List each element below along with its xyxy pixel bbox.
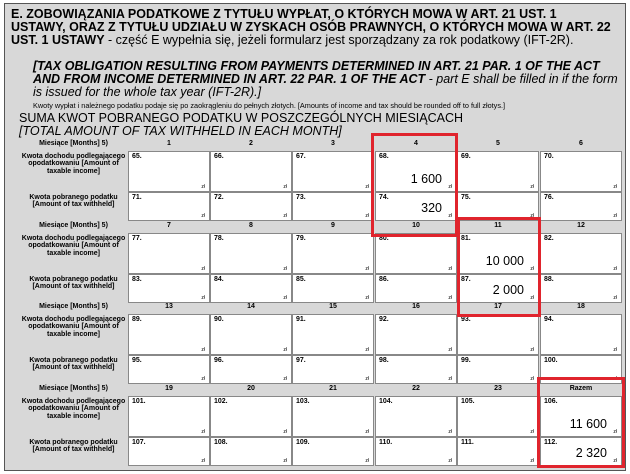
currency-label: zł: [530, 347, 534, 353]
currency-label: zł: [283, 458, 287, 464]
currency-label: zł: [448, 458, 452, 464]
income-field[interactable]: [457, 396, 539, 437]
income-field[interactable]: [375, 396, 457, 437]
income-field[interactable]: [210, 233, 292, 274]
month-header: 12: [540, 222, 622, 232]
currency-label: zł: [201, 213, 205, 219]
income-field[interactable]: [210, 314, 292, 355]
field-number: 99.: [461, 357, 471, 364]
field-number: 93.: [461, 316, 471, 323]
sum-heading-pl: SUMA KWOT POBRANEGO PODATKU W POSZCZEGÓLNYCH MIESIĄCACH: [19, 111, 464, 125]
field-number: 66.: [214, 153, 224, 160]
income-field[interactable]: [292, 314, 374, 355]
highlight-box: [537, 377, 625, 468]
income-label: Kwota dochodu podlegającego opodatkowaniu [Amount of taxable income]: [19, 233, 128, 273]
month-header: 1: [128, 140, 210, 150]
tax-label: Kwota pobranego podatku [Amount of tax withheld]: [19, 355, 128, 383]
currency-label: zł: [448, 184, 452, 190]
income-field[interactable]: [375, 233, 457, 274]
field-value: 11 600: [569, 417, 607, 431]
tax-field[interactable]: [128, 355, 210, 384]
month-header: 7: [128, 222, 210, 232]
currency-label: zł: [613, 213, 617, 219]
field-number: 80.: [379, 235, 389, 242]
section-title-pl-bold: E. ZOBOWIĄZANIA PODATKOWE Z TYTUŁU WYPŁAT, O KTÓRYCH MOWA W ART. 21 UST. 1 USTAWY, ORAZ Z TYTUŁU UDZIAŁU W ZYSKACH OSÓB PRAWNYCH, O KTÓRYCH MOWA W ART. 22 UST. 1 USTAWY: [11, 7, 611, 47]
currency-label: zł: [201, 347, 205, 353]
tax-field[interactable]: [292, 437, 374, 466]
month-header: 15: [292, 303, 374, 313]
income-field[interactable]: [128, 151, 210, 192]
month-header: 17: [457, 303, 539, 313]
income-label: Kwota dochodu podlegającego opodatkowaniu [Amount of taxable income]: [19, 396, 128, 436]
month-header: 4: [375, 140, 457, 150]
month-header: Razem: [540, 385, 622, 395]
month-header: 8: [210, 222, 292, 232]
income-label: Kwota dochodu podlegającego opodatkowaniu [Amount of taxable income]: [19, 314, 128, 354]
months-label: Miesiące [Months] 5): [19, 303, 128, 313]
field-number: 79.: [296, 235, 306, 242]
section-title-en-normal: - part E shall be filled in if the form is issued for the whole tax year (IFT-2R).]: [33, 72, 618, 99]
currency-label: zł: [448, 429, 452, 435]
highlight-box: [457, 217, 541, 317]
tax-field[interactable]: [210, 437, 292, 466]
tax-field[interactable]: [292, 192, 374, 221]
month-header: 19: [128, 385, 210, 395]
currency-label: zł: [530, 458, 534, 464]
month-header: 16: [375, 303, 457, 313]
currency-label: zł: [365, 429, 369, 435]
income-field[interactable]: [540, 151, 622, 192]
field-number: 78.: [214, 235, 224, 242]
tax-field[interactable]: [210, 274, 292, 303]
sum-heading-en: [TOTAL AMOUNT OF TAX WITHHELD IN EACH MONTH]: [19, 124, 342, 138]
currency-label: zł: [365, 213, 369, 219]
currency-label: zł: [201, 376, 205, 382]
currency-label: zł: [613, 376, 617, 382]
field-number: 86.: [379, 276, 389, 283]
field-number: 82.: [544, 235, 554, 242]
tax-label: Kwota pobranego podatku [Amount of tax withheld]: [19, 192, 128, 220]
currency-label: zł: [283, 295, 287, 301]
field-number: 68.: [379, 153, 389, 160]
field-number: 83.: [132, 276, 142, 283]
field-number: 72.: [214, 194, 224, 201]
currency-label: zł: [283, 266, 287, 272]
month-header: 14: [210, 303, 292, 313]
tax-field[interactable]: [292, 274, 374, 303]
months-label: Miesiące [Months] 5): [19, 140, 128, 150]
tax-label: Kwota pobranego podatku [Amount of tax withheld]: [19, 274, 128, 302]
field-number: 67.: [296, 153, 306, 160]
income-field[interactable]: [128, 396, 210, 437]
tax-field[interactable]: [128, 192, 210, 221]
currency-label: zł: [283, 213, 287, 219]
currency-label: zł: [365, 266, 369, 272]
income-field[interactable]: [128, 233, 210, 274]
income-field[interactable]: [540, 233, 622, 274]
currency-label: zł: [530, 266, 534, 272]
currency-label: zł: [613, 458, 617, 464]
currency-label: zł: [613, 295, 617, 301]
field-number: 107.: [132, 439, 146, 446]
income-field[interactable]: [292, 151, 374, 192]
month-header: 10: [375, 222, 457, 232]
field-number: 101.: [132, 398, 146, 405]
field-number: 76.: [544, 194, 554, 201]
month-header: 2: [210, 140, 292, 150]
section-title-en-bold: [TAX OBLIGATION RESULTING FROM PAYMENTS DETERMINED IN ART. 21 PAR. 1 OF THE ACT AND FROM INCOME DETERMINED IN ART. 22 PAR. 1 OF THE ACT: [33, 59, 600, 86]
field-number: 73.: [296, 194, 306, 201]
field-number: 75.: [461, 194, 471, 201]
field-number: 87.: [461, 276, 471, 283]
currency-label: zł: [448, 295, 452, 301]
currency-label: zł: [613, 429, 617, 435]
field-number: 98.: [379, 357, 389, 364]
tax-field[interactable]: [375, 437, 457, 466]
income-field[interactable]: [210, 396, 292, 437]
currency-label: zł: [283, 429, 287, 435]
income-field[interactable]: [457, 151, 539, 192]
field-number: 92.: [379, 316, 389, 323]
currency-label: zł: [365, 376, 369, 382]
months-label: Miesiące [Months] 5): [19, 385, 128, 395]
currency-label: zł: [448, 266, 452, 272]
field-number: 85.: [296, 276, 306, 283]
currency-label: zł: [365, 295, 369, 301]
section-title-pl: [11, 8, 611, 47]
field-number: 103.: [296, 398, 310, 405]
income-field[interactable]: [540, 314, 622, 355]
field-number: 110.: [379, 439, 393, 446]
field-number: 81.: [461, 235, 471, 242]
tax-field[interactable]: [540, 192, 622, 221]
currency-label: zł: [530, 295, 534, 301]
field-number: 97.: [296, 357, 306, 364]
tax-field[interactable]: [457, 355, 539, 384]
highlight-box: [371, 133, 458, 237]
tax-field[interactable]: [128, 437, 210, 466]
field-number: 71.: [132, 194, 142, 201]
currency-label: zł: [365, 347, 369, 353]
income-field[interactable]: [210, 151, 292, 192]
currency-label: zł: [530, 184, 534, 190]
currency-label: zł: [613, 266, 617, 272]
field-number: 96.: [214, 357, 224, 364]
currency-label: zł: [613, 347, 617, 353]
months-label: Miesiące [Months] 5): [19, 222, 128, 232]
section-title-pl-normal: - część E wypełnia się, jeżeli formularz jest sporządzany za rok podatkowy (IFT-2R).: [104, 33, 574, 47]
income-label: Kwota dochodu podlegającego opodatkowaniu [Amount of taxable income]: [19, 151, 128, 191]
currency-label: zł: [201, 295, 205, 301]
income-field[interactable]: [375, 314, 457, 355]
month-header: 13: [128, 303, 210, 313]
month-header: 20: [210, 385, 292, 395]
field-value: 2 000: [492, 283, 524, 297]
currency-label: zł: [201, 429, 205, 435]
tax-field[interactable]: [128, 274, 210, 303]
currency-label: zł: [201, 266, 205, 272]
field-number: 102.: [214, 398, 228, 405]
field-number: 77.: [132, 235, 142, 242]
month-header: 18: [540, 303, 622, 313]
income-field[interactable]: [128, 314, 210, 355]
month-header: 9: [292, 222, 374, 232]
tax-field[interactable]: [375, 355, 457, 384]
field-number: 111.: [461, 439, 474, 446]
field-number: 109.: [296, 439, 310, 446]
field-number: 91.: [296, 316, 306, 323]
currency-label: zł: [201, 184, 205, 190]
tax-field[interactable]: [210, 192, 292, 221]
currency-label: zł: [613, 184, 617, 190]
field-number: 108.: [214, 439, 228, 446]
field-number: 70.: [544, 153, 554, 160]
field-number: 69.: [461, 153, 471, 160]
field-number: 95.: [132, 357, 142, 364]
field-number: 112.: [544, 439, 558, 446]
field-value: 1 600: [410, 172, 442, 186]
field-number: 90.: [214, 316, 224, 323]
field-number: 74.: [379, 194, 389, 201]
month-header: 6: [540, 140, 622, 150]
currency-label: zł: [283, 184, 287, 190]
field-value: 2 320: [575, 446, 607, 460]
section-title-en: [33, 60, 618, 99]
month-header: 11: [457, 222, 539, 232]
month-header: 5: [457, 140, 539, 150]
field-number: 106.: [544, 398, 558, 405]
month-header: 3: [292, 140, 374, 150]
currency-label: zł: [283, 347, 287, 353]
field-number: 84.: [214, 276, 224, 283]
tax-field[interactable]: [540, 274, 622, 303]
rounding-note: Kwoty wypłat i należnego podatku podaje się po zaokrągleniu do pełnych złotych. [Amounts of income and tax should be rounded off to full złotys.]: [33, 101, 506, 110]
field-number: 65.: [132, 153, 142, 160]
field-number: 104.: [379, 398, 393, 405]
field-value: 10 000: [485, 254, 524, 268]
field-number: 94.: [544, 316, 554, 323]
tax-field[interactable]: [210, 355, 292, 384]
currency-label: zł: [365, 184, 369, 190]
currency-label: zł: [530, 213, 534, 219]
tax-field[interactable]: [375, 274, 457, 303]
tax-field[interactable]: [292, 355, 374, 384]
field-number: 88.: [544, 276, 554, 283]
income-field[interactable]: [457, 314, 539, 355]
month-header: 23: [457, 385, 539, 395]
currency-label: zł: [365, 458, 369, 464]
month-header: 21: [292, 385, 374, 395]
currency-label: zł: [283, 376, 287, 382]
tax-label: Kwota pobranego podatku [Amount of tax withheld]: [19, 437, 128, 465]
currency-label: zł: [448, 213, 452, 219]
currency-label: zł: [530, 376, 534, 382]
field-value: 320: [421, 201, 442, 215]
currency-label: zł: [530, 429, 534, 435]
currency-label: zł: [448, 376, 452, 382]
income-field[interactable]: [292, 233, 374, 274]
month-header: 22: [375, 385, 457, 395]
field-number: 105.: [461, 398, 475, 405]
tax-field[interactable]: [457, 437, 539, 466]
income-field[interactable]: [292, 396, 374, 437]
currency-label: zł: [201, 458, 205, 464]
field-number: 100.: [544, 357, 558, 364]
field-number: 89.: [132, 316, 142, 323]
currency-label: zł: [448, 347, 452, 353]
